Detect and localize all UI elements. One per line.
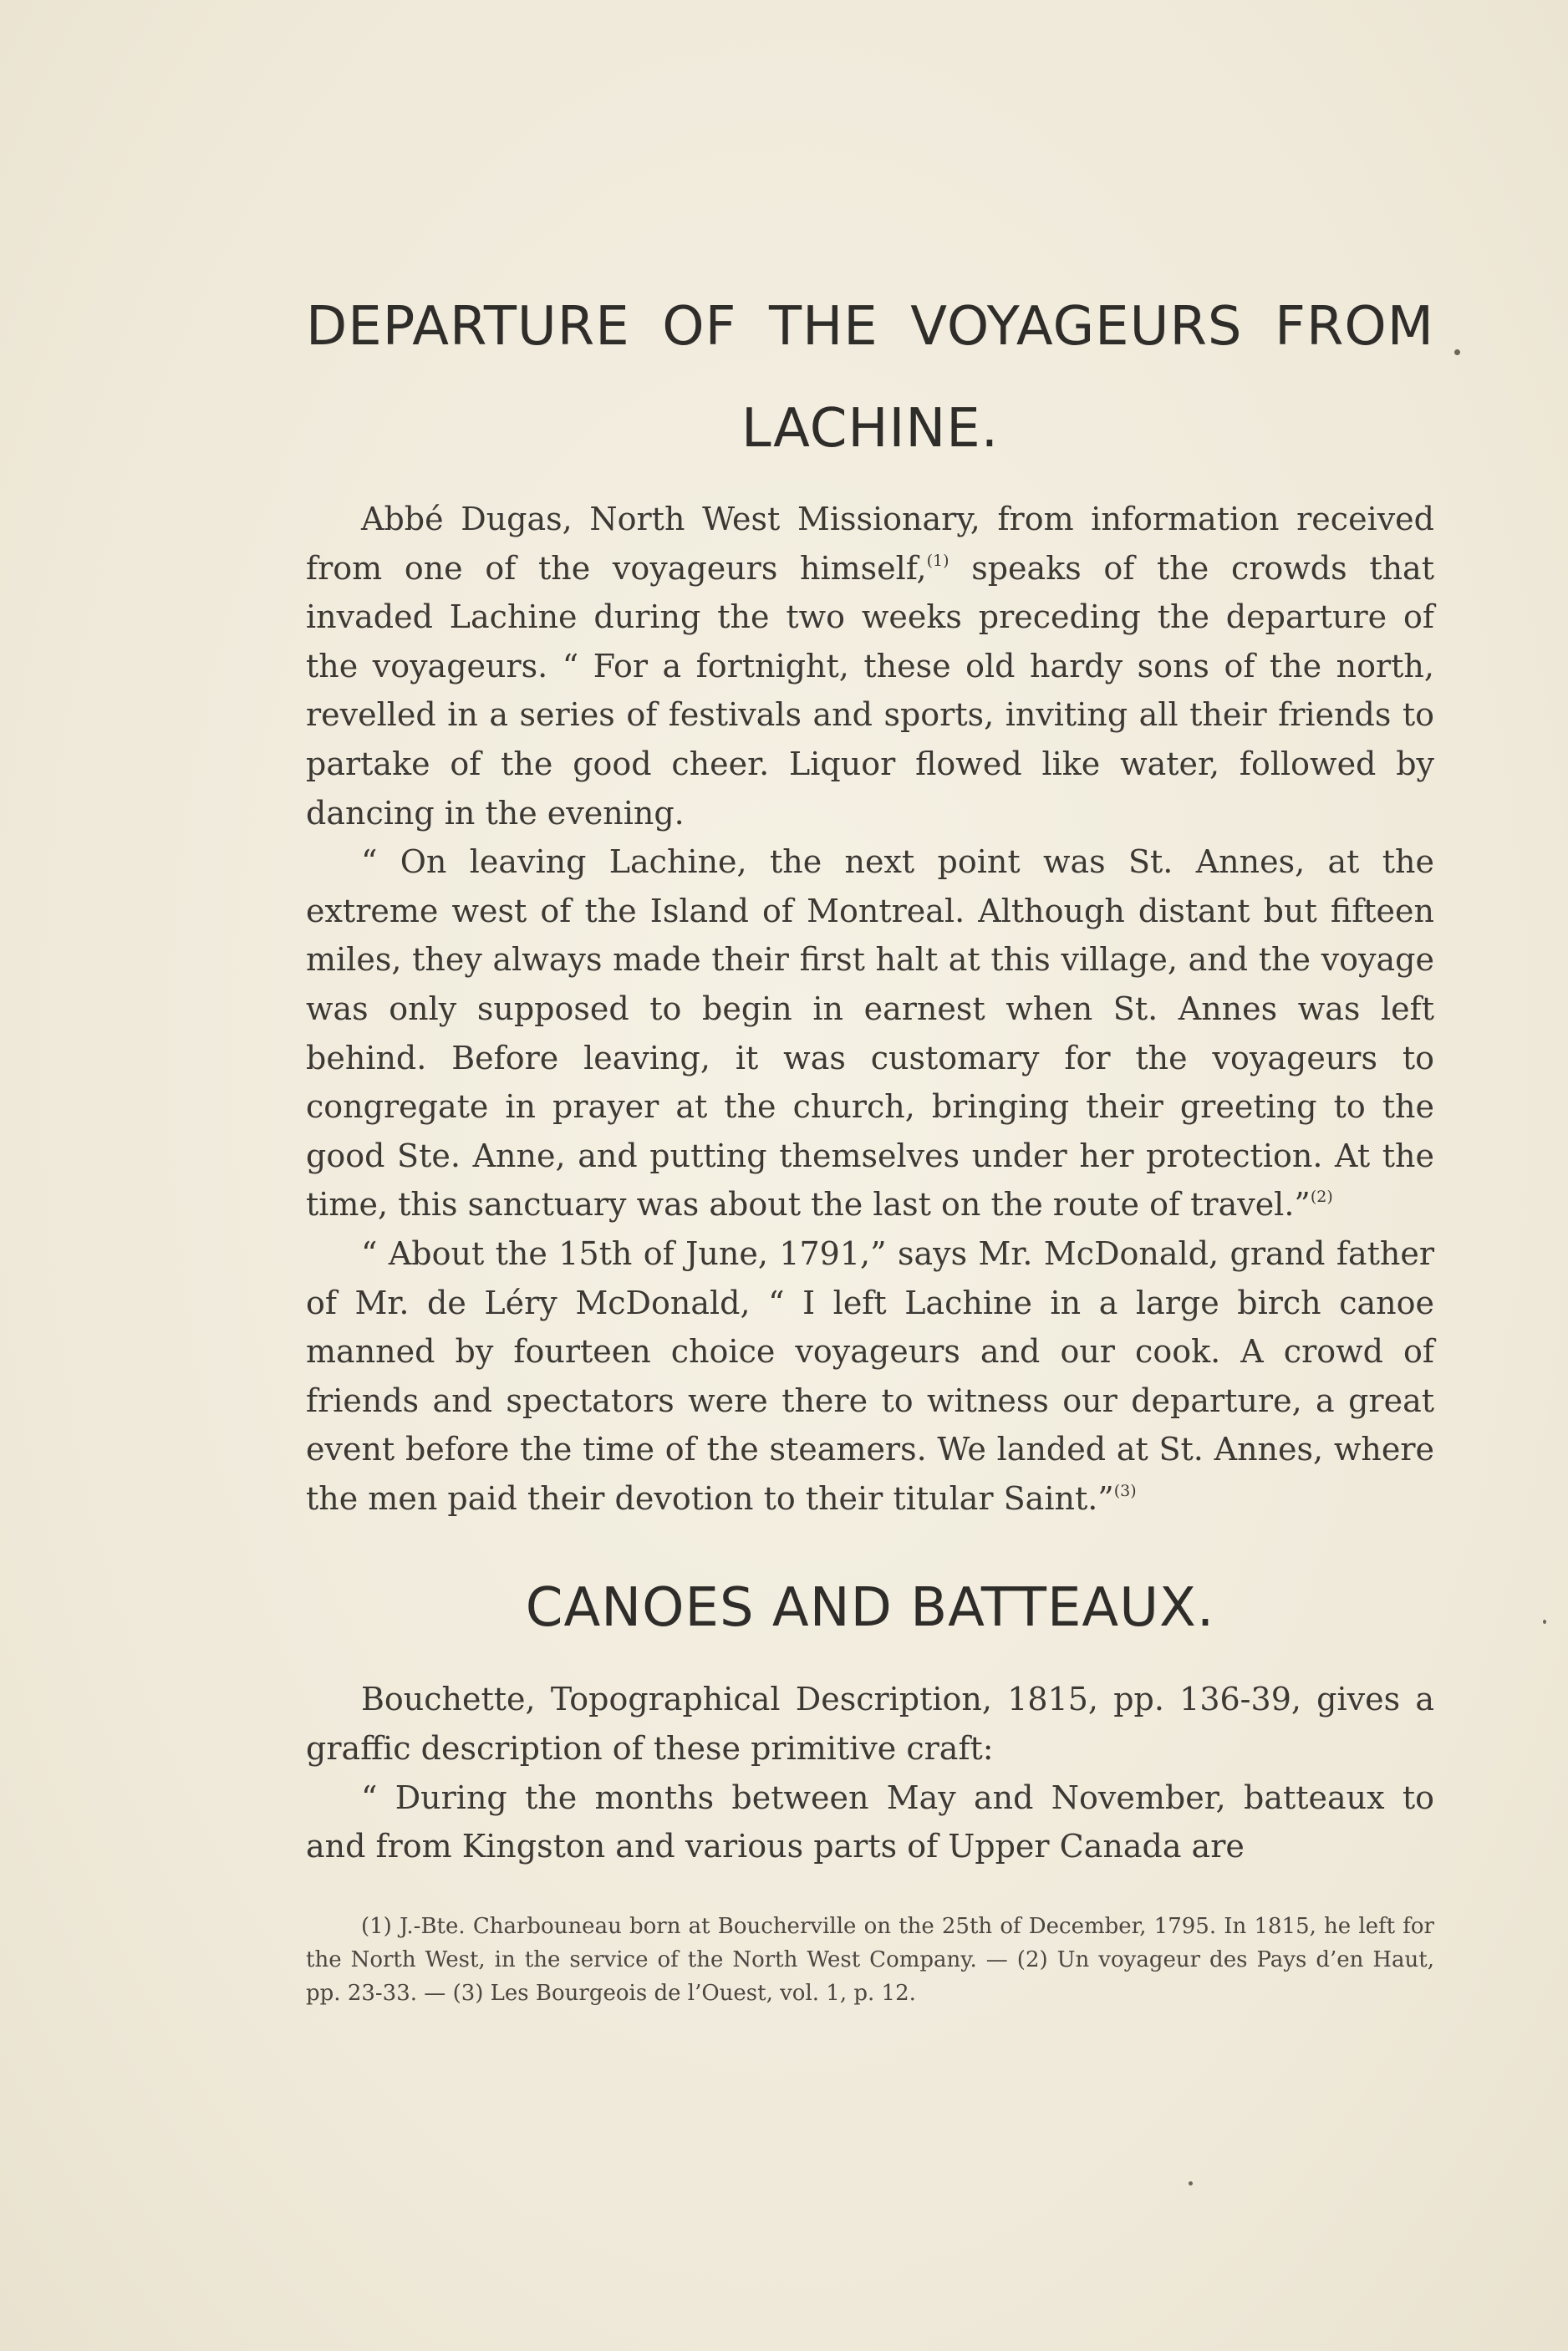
footnotes: (1) J.-Bte. Charbouneau born at Boucherville on the 25th of December, 1795. In 1815, he left for the North West, in the service of the North West Company. — (2) Un voyageur des Pays d’en Haut, pp. 23-33. — (3) Les Bourgeois de l’Ouest, vol. 1, p. 12. [306,1913,1434,2006]
paragraph-st-annes-text: “ On leaving Lachine, the next point was St. Annes, at the extreme west of the Island of Montreal. Although distant but fifteen miles, they always made their first halt at this village, and the voyage was only supposed to begin in earnest when St. Annes was left behind. Before leaving, it was customary for the voyageurs to congregate in prayer at the church, bringing their greeting to the good Ste. Anne, and putting themselves under her protection. At the time, this sanctuary was about the last on the route of travel.” [306,843,1434,1224]
paragraph-mcdonald [306,1229,1434,1524]
paper-speck-2 [1543,1620,1546,1624]
footnote-ref-3: (3) [1113,1481,1137,1500]
paragraph-dugas-text: Abbé Dugas, North West Missionary, from information received from one of the voyageurs himself, [306,501,1434,587]
paper-speck-1 [1454,349,1460,355]
paragraph-dugas [306,495,1434,837]
footnote-ref-2: (2) [1310,1188,1333,1207]
paragraph-batteaux: “ During the months between May and November, batteaux to and from Kingston and various parts of Upper Canada are [306,1779,1434,1865]
footnote-ref-1: (1) [926,551,949,570]
paragraph-st-annes [306,837,1434,1229]
main-heading-wrap [306,276,1434,480]
paper-speck-3 [1189,2181,1193,2186]
paragraph-mcdonald-text: “ About the 15th of June, 1791,” says Mr. McDonald, grand father of Mr. de Léry McDonald, “ I left Lachine in a large birch canoe manned by fourteen choice voyageurs and our cook. A crowd of friends and spectators were there to witness our departure, a great event before the time of the steamers. We landed at St. Annes, where the men paid their devotion to their titular Saint.” [306,1234,1434,1517]
paragraph-bouchette: Bouchette, Topographical Description, 1815, pp. 136-39, gives a graffic description of these primitive craft: [306,1681,1434,1768]
main-heading: DEPARTURE OF THE VOYAGEURS FROM LACHINE. [306,296,1434,460]
paragraph-dugas-continued: speaks of the crowds that invaded Lachine during the two weeks preceding the departure of the voyageurs. “ For a fortnight, these old hardy sons of the north, revelled in a series of festivals and sports, inviting all their friends to partake of the good cheer. Liquor flowed like water, followed by dancing in the evening. [306,549,1434,832]
page-content [306,276,1434,2010]
section-heading: CANOES AND BATTEAUX. [525,1577,1215,1640]
